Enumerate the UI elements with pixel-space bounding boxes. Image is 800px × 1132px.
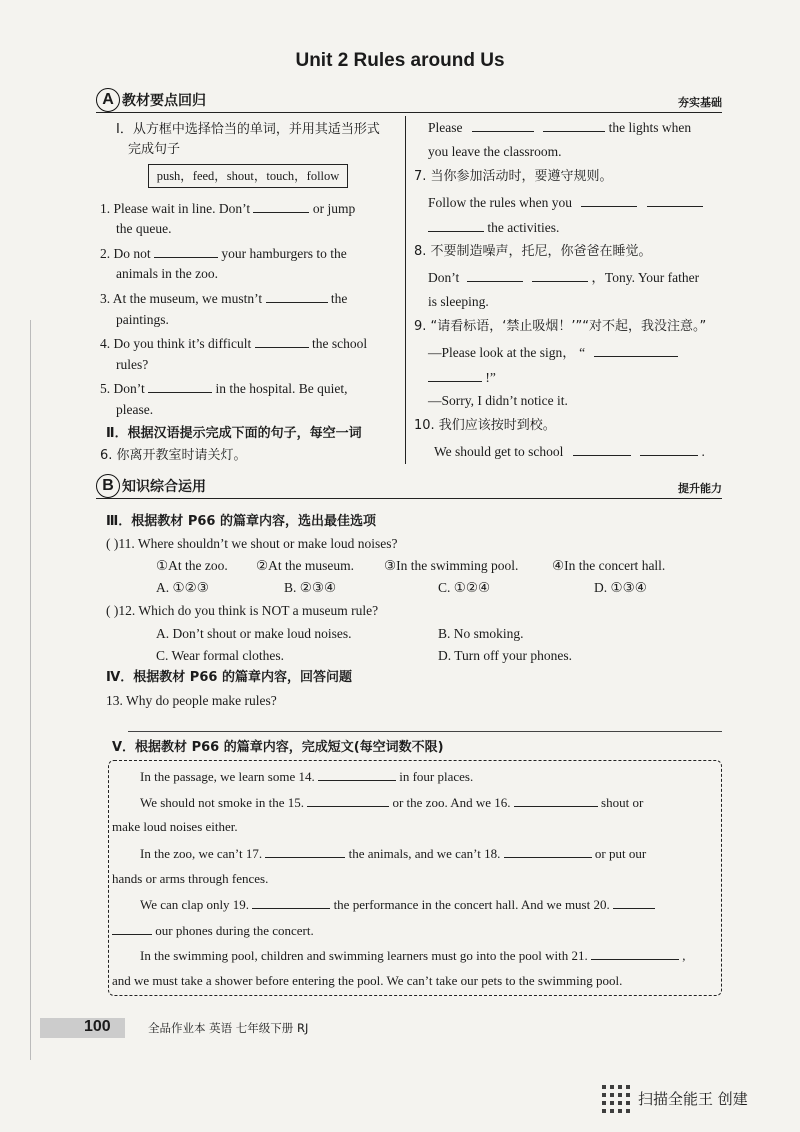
p1-text-a: In the passage, we learn some 14. — [140, 769, 315, 784]
q8-text-a: Don’t — [428, 270, 460, 285]
q10: We should get to school . — [434, 444, 705, 459]
q11-opt3: ③In the swimming pool. — [384, 558, 519, 573]
p2-text-b: or the zoo. And we 16. — [392, 795, 511, 810]
section-b-title: 知识综合运用 — [122, 479, 206, 495]
q1-text-b: or jump — [312, 201, 356, 216]
q7-blank-1[interactable] — [581, 193, 637, 207]
part5-heading: Ⅴ．根据教材 P66 的篇章内容，完成短文(每空词数不限) — [112, 740, 444, 755]
q13-answer-line[interactable] — [128, 731, 722, 732]
q9-line2 — [428, 368, 496, 387]
q11-choice-c[interactable]: C. ①②④ — [438, 580, 491, 595]
q6-blank-2[interactable] — [543, 118, 605, 132]
section-a-badge: A — [96, 88, 120, 112]
p4-text-c: or put our — [594, 846, 647, 861]
blank-15[interactable] — [307, 793, 389, 807]
q7-blank-2[interactable] — [647, 193, 703, 207]
q12-choice-d[interactable]: D. Turn off your phones. — [438, 648, 573, 663]
blank-20-cont[interactable] — [112, 921, 152, 935]
p2-text-a: We should not smoke in the 15. — [140, 795, 304, 810]
passage-line-8 — [140, 946, 685, 965]
footer-bar — [40, 1018, 125, 1038]
p4-text-b: the animals, and we can’t 18. — [348, 846, 501, 861]
q12-choice-b[interactable]: B. No smoking. — [438, 626, 524, 641]
q1 — [100, 199, 355, 218]
blank-16[interactable] — [514, 793, 598, 807]
q6-text-a: Please — [428, 120, 463, 135]
blank-19[interactable] — [252, 895, 330, 909]
q7-line2 — [428, 218, 559, 237]
q8-line2: is sleeping. — [428, 294, 489, 309]
q11-opt2: ②At the museum. — [256, 558, 354, 573]
passage-line-9: and we must take a shower before entering the pool. We can’t take our pets to the swimming pool. — [112, 973, 623, 988]
q2-text-a: 2. Do not — [100, 246, 151, 261]
passage-line-4 — [140, 844, 646, 863]
page-number: 100 — [84, 1018, 111, 1035]
q9-text-a: —Please look at the sign， “ — [428, 345, 586, 360]
blank-17[interactable] — [265, 844, 345, 858]
q3-blank[interactable] — [266, 289, 328, 303]
q10-blank-2[interactable] — [640, 442, 698, 456]
q4-line2: rules? — [116, 357, 149, 372]
q10-text-a: We should get to school — [434, 444, 564, 459]
section-a-title: 教材要点回归 — [122, 93, 206, 109]
p7-text: our phones during the concert. — [155, 923, 314, 938]
q3 — [100, 289, 347, 308]
blank-21[interactable] — [591, 946, 679, 960]
section-a-header — [96, 88, 722, 113]
footer-text: 全品作业本 英语 七年级下册 RJ — [148, 1021, 309, 1035]
passage-line-5: hands or arms through fences. — [112, 871, 269, 886]
q12-choice-c[interactable]: C. Wear formal clothes. — [156, 648, 284, 663]
q8-text-b: ，Tony. Your father — [591, 270, 700, 285]
q6-text-b: the lights when — [608, 120, 692, 135]
blank-14[interactable] — [318, 767, 396, 781]
passage-line-1 — [140, 767, 473, 786]
qr-code-pattern — [602, 1085, 630, 1113]
q4 — [100, 334, 367, 353]
q11-choice-a[interactable]: A. ①②③ — [156, 580, 209, 595]
q12-choice-a[interactable]: A. Don’t shout or make loud noises. — [156, 626, 352, 641]
q11-choice-b[interactable]: B. ②③④ — [284, 580, 337, 595]
blank-20[interactable] — [613, 895, 655, 909]
q1-text-a: 1. Please wait in line. Don’t — [100, 201, 251, 216]
section-b-badge: B — [96, 474, 120, 498]
q10-chinese: 10. 我们应该按时到校。 — [414, 418, 556, 433]
q2-text-b: your hamburgers to the — [221, 246, 347, 261]
q10-blank-1[interactable] — [573, 442, 631, 456]
q5-line2: please. — [116, 402, 154, 417]
q11-opt1: ①At the zoo. — [156, 558, 228, 573]
q11-choice-d[interactable]: D. ①③④ — [594, 580, 647, 595]
part3-heading: Ⅲ．根据教材 P66 的篇章内容，选出最佳选项 — [106, 514, 376, 529]
q11: ( )11. Where shouldn’t we shout or make loud noises? — [106, 536, 398, 551]
q9-blank-1[interactable] — [594, 343, 678, 357]
q7-blank-3[interactable] — [428, 218, 484, 232]
q3-line2: paintings. — [116, 312, 169, 327]
p1-text-b: in four places. — [399, 769, 474, 784]
p2-text-c: shout or — [601, 795, 644, 810]
q6-line2: you leave the classroom. — [428, 144, 562, 159]
q9-blank-2[interactable] — [428, 368, 482, 382]
part2-heading: Ⅱ．根据汉语提示完成下面的句子，每空一词 — [106, 426, 362, 441]
q5 — [100, 379, 348, 398]
q1-blank[interactable] — [253, 199, 309, 213]
q7-text-a: Follow the rules when you — [428, 195, 572, 210]
section-b-header — [96, 474, 722, 499]
q9-text-b: !” — [485, 370, 496, 385]
q6 — [428, 118, 691, 137]
q13: 13. Why do people make rules? — [106, 693, 277, 708]
q9-line3: —Sorry, I didn’t notice it. — [428, 393, 568, 408]
page-title: Unit 2 Rules around Us — [295, 50, 505, 71]
margin-line — [30, 320, 31, 1060]
q5-blank[interactable] — [148, 379, 212, 393]
p6-text-a: We can clap only 19. — [140, 897, 250, 912]
q2-line2: animals in the zoo. — [116, 266, 218, 281]
q8 — [428, 268, 699, 287]
part1-heading-2: 完成句子 — [128, 142, 181, 157]
part1-heading: Ⅰ．从方框中选择恰当的单词，并用其适当形式 — [116, 122, 380, 137]
q8-blank-1[interactable] — [467, 268, 523, 282]
q12: ( )12. Which do you think is NOT a museum rule? — [106, 603, 379, 618]
word-box: push，feed，shout，touch，follow — [148, 164, 348, 188]
q4-blank[interactable] — [255, 334, 309, 348]
watermark-text: 扫描全能王 创建 — [638, 1090, 748, 1108]
p8-text-b: , — [682, 948, 686, 963]
q8-blank-2[interactable] — [532, 268, 588, 282]
q3-text-a: 3. At the museum, we mustn’t — [100, 291, 263, 306]
q6-chinese: 6. 你离开教室时请关灯。 — [100, 448, 247, 463]
p4-text-a: In the zoo, we can’t 17. — [140, 846, 263, 861]
q9-chinese: 9. “请看标语，‘禁止吸烟！’”“对不起，我没注意。” — [414, 319, 707, 334]
q4-text-b: the school — [312, 336, 368, 351]
q7-text-b: the activities. — [487, 220, 560, 235]
q4-text-a: 4. Do you think it’s difficult — [100, 336, 252, 351]
passage-line-3: make loud noises either. — [112, 819, 238, 834]
q11-opt4: ④In the concert hall. — [552, 558, 666, 573]
passage-line-2 — [140, 793, 643, 812]
q5-text-a: 5. Don’t — [100, 381, 145, 396]
q3-text-b: the — [330, 291, 348, 306]
q7 — [428, 193, 703, 212]
q6-blank-1[interactable] — [472, 118, 534, 132]
column-divider — [405, 116, 406, 464]
q9 — [428, 343, 678, 362]
passage-line-6 — [140, 895, 655, 914]
section-a-right-label: 夯实基础 — [678, 96, 722, 109]
q8-chinese: 8. 不要制造噪声，托尼，你爸爸在睡觉。 — [414, 244, 652, 259]
q1-line2: the queue. — [116, 221, 172, 236]
q5-text-b: in the hospital. Be quiet, — [215, 381, 348, 396]
passage-line-7 — [112, 921, 314, 940]
p6-text-b: the performance in the concert hall. And we must 20. — [333, 897, 610, 912]
p8-text-a: In the swimming pool, children and swimming learners must go into the pool with 21. — [140, 948, 588, 963]
section-b-right-label: 提升能力 — [678, 482, 722, 495]
q2 — [100, 244, 347, 263]
part4-heading: Ⅳ．根据教材 P66 的篇章内容，回答问题 — [106, 670, 352, 685]
q7-chinese: 7. 当你参加活动时，要遵守规则。 — [414, 169, 613, 184]
q2-blank[interactable] — [154, 244, 218, 258]
blank-18[interactable] — [504, 844, 592, 858]
